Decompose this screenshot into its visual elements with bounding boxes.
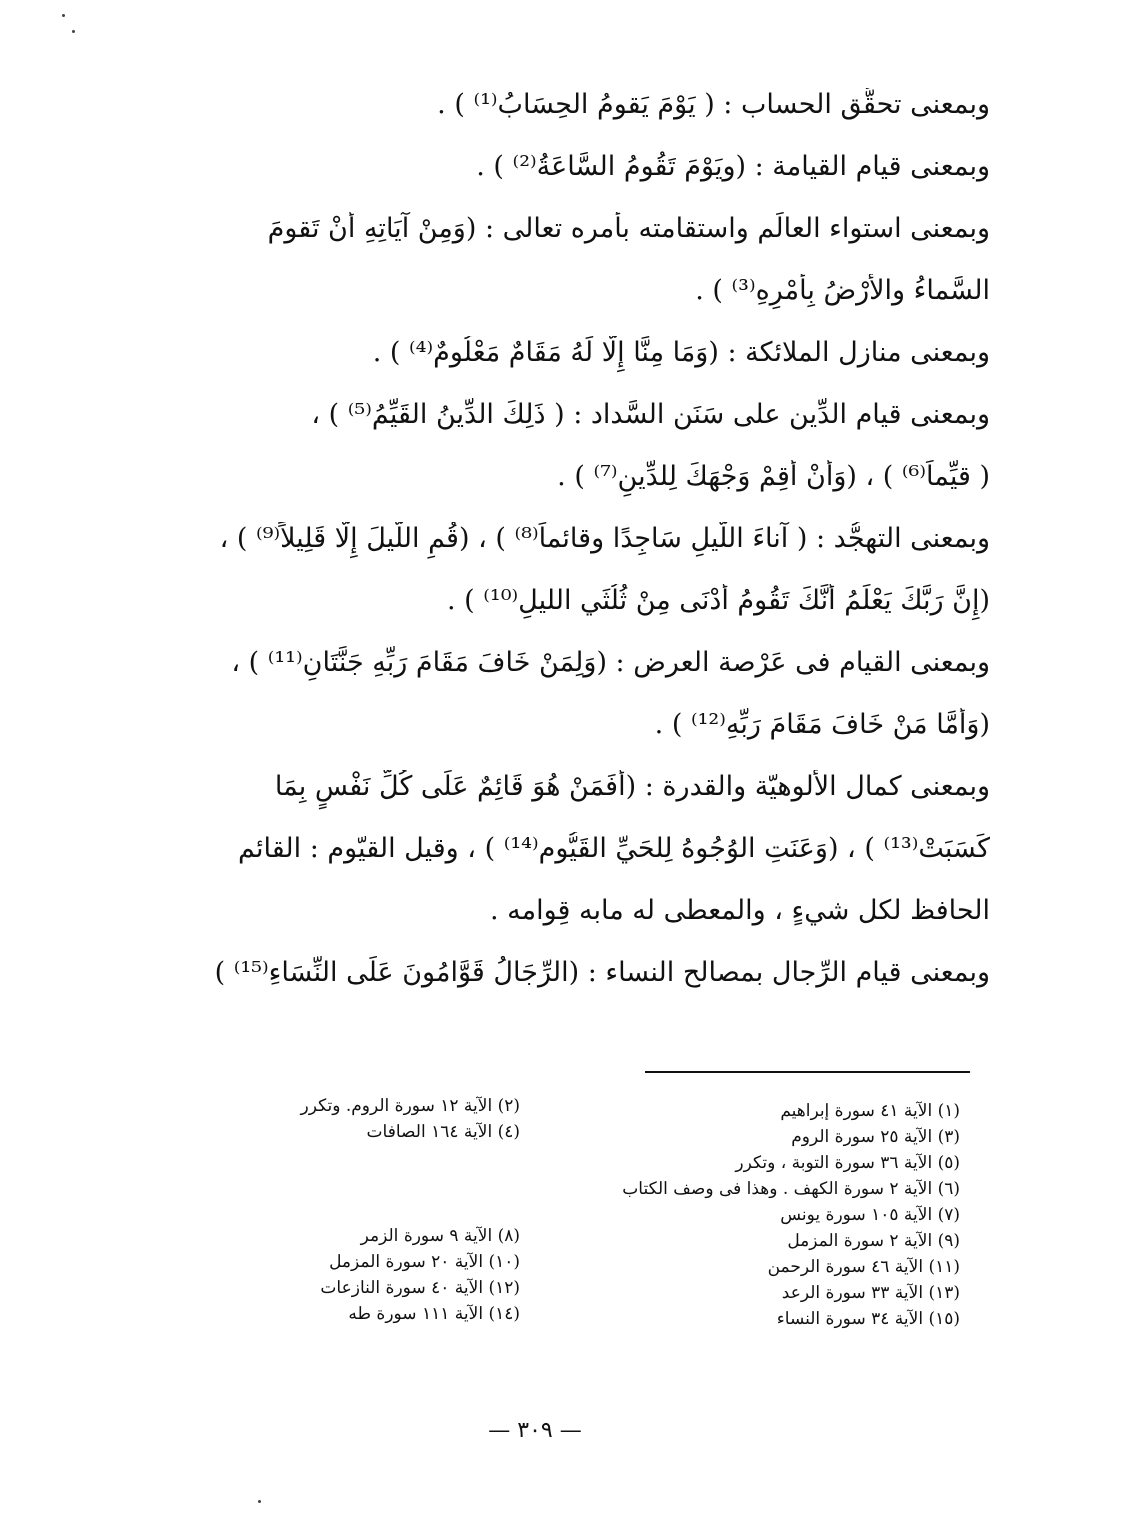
text-line: (إِنَّ رَبَّكَ يَعْلَمُ أَنَّكَ تَقُومُ أَدْنَى مِنْ ثُلُثَي الليلِ⁽¹⁰⁾ ) . — [446, 585, 990, 616]
footnote: (١٣) الآية ٣٣ سورة الرعد — [781, 1283, 960, 1303]
text-line: كَسَبَتْ⁽¹³⁾ ) ، (وَعَنَتِ الوُجُوهُ لِلحَيِّ القَيُّوم⁽¹⁴⁾ ) ، وقيل القيّوم : القائم — [238, 833, 990, 864]
footnote: (١١) الآية ٤٦ سورة الرحمن — [767, 1257, 960, 1277]
footnote: (٦) الآية ٢ سورة الكهف . وهذا فى وصف الكتاب — [622, 1179, 960, 1199]
text-line: وبمعنى استواء العالَم واستقامته بأمره تعالى : (وَمِنْ آيَاتِهِ أَنْ تَقومَ — [267, 213, 990, 244]
text-line: وبمعنى كمال الألوهيّة والقدرة : (أَفَمَنْ هُوَ قَائِمٌ عَلَى كُلِّ نَفْسٍ بِمَا — [274, 771, 990, 802]
page-number: — ٣٠٩ — — [488, 1418, 582, 1443]
footnote: (١٠) الآية ٢٠ سورة المزمل — [329, 1252, 520, 1272]
text-line: الحافظ لكل شيءٍ ، والمعطى له مابه قِوامه . — [489, 895, 990, 926]
footnote-gap — [150, 1197, 520, 1223]
footnote: (٤) الآية ١٦٤ الصافات — [366, 1122, 520, 1142]
footnote: (٥) الآية ٣٦ سورة التوبة ، وتكرر — [735, 1153, 960, 1173]
text-line: وبمعنى القيام فى عَرْصة العرض : (وَلِمَنْ خَافَ مَقَامَ رَبِّهِ جَنَّتَانِ⁽¹¹⁾ ) ، — [231, 647, 990, 678]
text-line: (وَأَمَّا مَنْ خَافَ مَقَامَ رَبِّهِ⁽¹²⁾ ) . — [654, 709, 990, 740]
scan-speck — [62, 14, 65, 17]
text-line: السَّماءُ والأَرْضُ بِأَمْرِهِ⁽³⁾ ) . — [695, 275, 990, 306]
footnote-gap — [150, 1145, 520, 1171]
text-line: وبمعنى قيام الدِّين على سَنَن السَّداد : ( ذَلِكَ الدِّينُ القَيِّمُ⁽⁵⁾ ) ، — [311, 399, 990, 430]
footnote-gap — [150, 1171, 520, 1197]
footnote: (٢) الآية ١٢ سورة الروم. وتكرر — [300, 1096, 520, 1116]
text-line: ( قيِّماً⁽⁶⁾ ) ، (وَأَنْ أَقِمْ وَجْهَكَ لِلدِّينِ⁽⁷⁾ ) . — [557, 461, 990, 492]
footnote: (٨) الآية ٩ سورة الزمر — [360, 1226, 520, 1246]
scan-speck — [258, 1500, 261, 1503]
footnote: (١) الآية ٤١ سورة إبراهيم — [780, 1101, 960, 1121]
text-line: وبمعنى قيام القيامة : (ويَوْمَ تَقُومُ السَّاعَةُ⁽²⁾ ) . — [476, 151, 990, 182]
footnote: (١٤) الآية ١١١ سورة طه — [348, 1304, 520, 1324]
footnotes-left-column — [150, 1093, 520, 1327]
scan-speck — [72, 30, 75, 33]
text-line: وبمعنى منازل الملائكة : (وَمَا مِنَّا إِلَّا لَهُ مَقَامٌ مَعْلُومٌ⁽⁴⁾ ) . — [372, 337, 990, 368]
text-line: وبمعنى التهجُّد : ( آناءَ اللَّيلِ سَاجِدًا وقائماً⁽⁸⁾ ) ، (قُمِ اللَّيلَ إِلَّا قَلِيلاً⁽⁹⁾ ) ، — [219, 523, 990, 554]
footnote: (١٢) الآية ٤٠ سورة النازعات — [320, 1278, 520, 1298]
footnote: (٩) الآية ٢ سورة المزمل — [787, 1231, 960, 1251]
footnote: (٧) الآية ١٠٥ سورة يونس — [780, 1205, 960, 1225]
text-line: وبمعنى تحقُّق الحساب : ( يَوْمَ يَقومُ الحِسَابُ⁽¹⁾ ) . — [437, 89, 990, 120]
text-line: وبمعنى قيام الرِّجال بمصالح النساء : (الرِّجَالُ قَوَّامُونَ عَلَى النِّسَاءِ⁽¹⁵⁾ ) — [214, 957, 990, 988]
footnote: (٣) الآية ٢٥ سورة الروم — [791, 1127, 960, 1147]
main-text — [110, 88, 990, 1018]
footnote-divider — [645, 1071, 970, 1073]
footnote: (١٥) الآية ٣٤ سورة النساء — [776, 1309, 960, 1329]
footnotes-right-column — [540, 1098, 960, 1332]
